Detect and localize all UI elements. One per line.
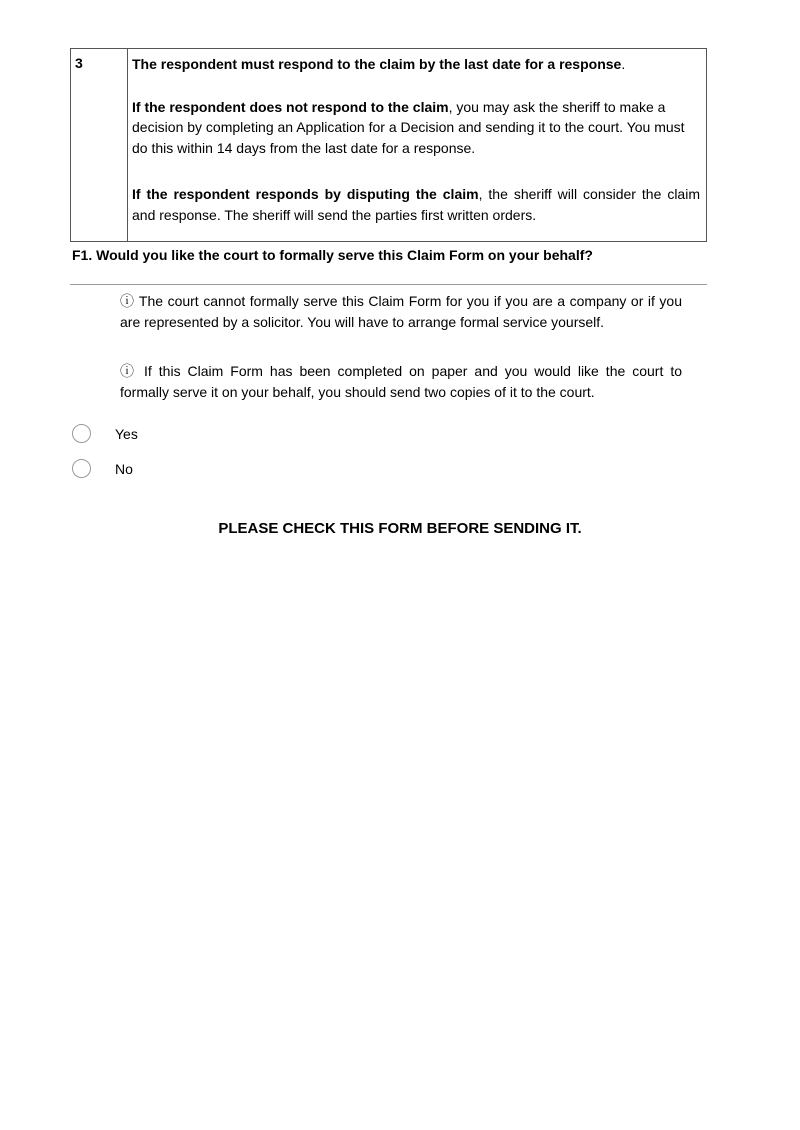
- disputed-rest: , the sheriff will consider the claim and response. The sheriff will send the parties first written orders.: [132, 186, 700, 223]
- disputed-bold: If the respondent responds by disputing the claim: [132, 186, 479, 202]
- radio-yes[interactable]: [72, 424, 91, 443]
- company-service-note-text: The court cannot formally serve this Claim Form for you if you are a company or if you are represented by a solicitor. You will have to arrange formal service yourself.: [120, 293, 682, 330]
- paper-form-note: [120, 361, 682, 402]
- info-icon: ⓘ: [120, 363, 138, 379]
- info-icon: ⓘ: [120, 293, 135, 309]
- option-yes-label[interactable]: Yes: [115, 425, 138, 442]
- paper-form-note-text: If this Claim Form has been completed on paper and you would like the court to formally serve it on your behalf, you should send two copies of it to the court.: [120, 363, 682, 400]
- step-number-cell: [71, 49, 128, 241]
- question-f1-label: F1. Would you like the court to formally serve this Claim Form on your behalf?: [72, 247, 593, 263]
- check-form-notice: PLEASE CHECK THIS FORM BEFORE SENDING IT.: [218, 520, 582, 537]
- company-service-note: [120, 291, 682, 332]
- respond-deadline-paragraph: [132, 54, 700, 75]
- section-divider: [70, 284, 707, 285]
- disputed-paragraph: [132, 184, 700, 225]
- no-response-bold: If the respondent does not respond to the claim: [132, 98, 449, 115]
- respond-deadline-rest: .: [621, 56, 626, 72]
- step-number: 3: [75, 55, 83, 71]
- no-response-paragraph: [132, 97, 700, 159]
- respond-deadline-bold: The respondent must respond to the claim by the last date for a response: [132, 56, 622, 72]
- step-info-table: [70, 48, 707, 242]
- step-text-cell: [132, 54, 700, 225]
- option-no[interactable]: [72, 459, 133, 478]
- radio-no[interactable]: [72, 459, 91, 478]
- option-no-label[interactable]: No: [115, 460, 133, 477]
- option-yes[interactable]: [72, 424, 138, 443]
- no-response-rest: , you may ask the sheriff to make a decision by completing an Application for a Decision and sending it to the court. You must do this within 14 days from the last date for a response.: [132, 98, 685, 156]
